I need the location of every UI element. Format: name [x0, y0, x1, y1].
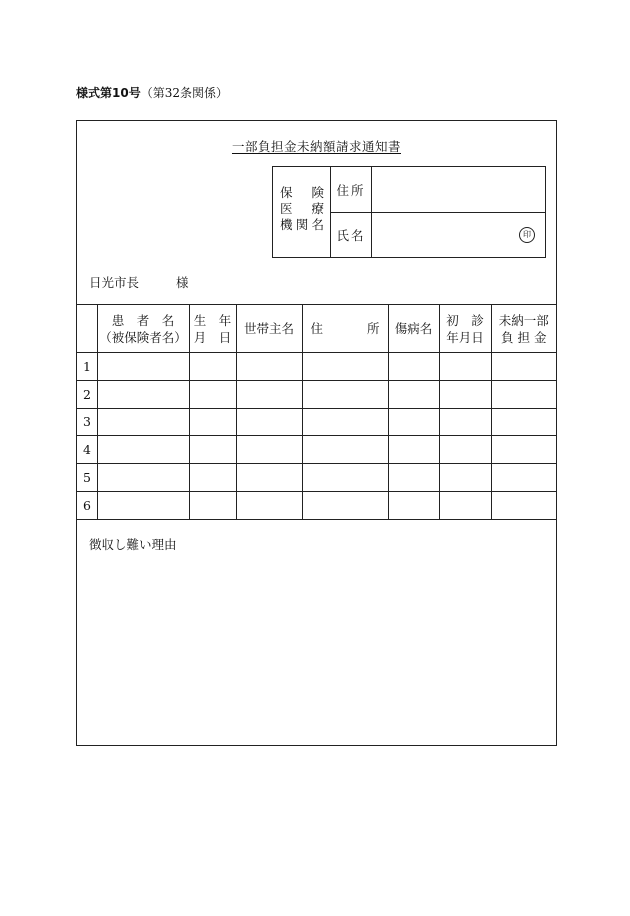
table-header-row: [77, 305, 556, 353]
insurer-heading-line-1: 保 険: [280, 185, 324, 200]
row-number: 1: [77, 353, 97, 381]
insurer-address-label: 住所: [331, 167, 372, 212]
unpaid-cell[interactable]: [491, 353, 556, 381]
insurer-heading-line-3: 機 関 名: [280, 217, 324, 232]
insurer-address-row: [331, 167, 545, 213]
householder-cell[interactable]: [236, 464, 302, 492]
first-visit-cell[interactable]: [439, 380, 491, 408]
table-row: [77, 491, 556, 519]
reason-label: 徴収し難い理由: [89, 537, 177, 552]
disease-cell[interactable]: [388, 464, 439, 492]
patient-cell[interactable]: [97, 353, 189, 381]
form-number-label: [76, 84, 228, 101]
disease-cell[interactable]: [388, 491, 439, 519]
first-visit-cell[interactable]: [439, 353, 491, 381]
row-number: 3: [77, 408, 97, 436]
header-unpaid-amount: 未納一部 負 担 金: [491, 305, 556, 353]
disease-cell[interactable]: [388, 408, 439, 436]
insurer-heading: [273, 167, 331, 257]
row-number: 6: [77, 491, 97, 519]
householder-cell[interactable]: [236, 408, 302, 436]
table-row: [77, 408, 556, 436]
document-title: [77, 137, 556, 155]
insurer-name-row: [331, 212, 545, 257]
address-cell[interactable]: [302, 408, 388, 436]
unpaid-cell[interactable]: [491, 491, 556, 519]
first-visit-cell[interactable]: [439, 408, 491, 436]
form-number: 様式第10号: [76, 86, 141, 100]
header-householder: 世帯主名: [236, 305, 302, 353]
form-frame: [76, 120, 557, 746]
patient-cell[interactable]: [97, 491, 189, 519]
patient-cell[interactable]: [97, 380, 189, 408]
header-row-number: [77, 305, 97, 353]
table-row: [77, 380, 556, 408]
address-cell[interactable]: [302, 491, 388, 519]
unpaid-cell[interactable]: [491, 380, 556, 408]
insurer-heading-line-2: 医 療: [280, 201, 324, 216]
seal-mark: 印: [519, 227, 535, 243]
addressee: [89, 273, 189, 291]
insurer-box: [272, 166, 546, 258]
header-patient: 患 者 名 （被保険者名）: [97, 305, 189, 353]
householder-cell[interactable]: [236, 380, 302, 408]
first-visit-cell[interactable]: [439, 436, 491, 464]
address-cell[interactable]: [302, 436, 388, 464]
birth-cell[interactable]: [189, 464, 236, 492]
insurer-name-label: 氏名: [331, 212, 372, 257]
addressee-honorific: 様: [176, 275, 189, 290]
householder-cell[interactable]: [236, 436, 302, 464]
row-number: 2: [77, 380, 97, 408]
first-visit-cell[interactable]: [439, 491, 491, 519]
unpaid-cell[interactable]: [491, 436, 556, 464]
birth-cell[interactable]: [189, 408, 236, 436]
disease-cell[interactable]: [388, 353, 439, 381]
patient-cell[interactable]: [97, 436, 189, 464]
claims-table: [77, 304, 556, 520]
patient-cell[interactable]: [97, 464, 189, 492]
unpaid-cell[interactable]: [491, 408, 556, 436]
row-number: 4: [77, 436, 97, 464]
header-birth-date: 生 年 月 日: [189, 305, 236, 353]
householder-cell[interactable]: [236, 353, 302, 381]
disease-cell[interactable]: [388, 380, 439, 408]
address-cell[interactable]: [302, 380, 388, 408]
header-first-visit: 初 診 年月日: [439, 305, 491, 353]
document-title-text: 一部負担金未納額請求通知書: [231, 139, 401, 154]
addressee-name: 日光市長: [89, 275, 140, 290]
table-row: [77, 464, 556, 492]
header-address: 住 所: [302, 305, 388, 353]
table-row: [77, 353, 556, 381]
table-row: [77, 436, 556, 464]
address-cell[interactable]: [302, 464, 388, 492]
header-disease: 傷病名: [388, 305, 439, 353]
birth-cell[interactable]: [189, 491, 236, 519]
address-cell[interactable]: [302, 353, 388, 381]
birth-cell[interactable]: [189, 436, 236, 464]
disease-cell[interactable]: [388, 436, 439, 464]
householder-cell[interactable]: [236, 491, 302, 519]
form-article: （第32条関係）: [140, 86, 228, 100]
patient-cell[interactable]: [97, 408, 189, 436]
first-visit-cell[interactable]: [439, 464, 491, 492]
row-number: 5: [77, 464, 97, 492]
birth-cell[interactable]: [189, 353, 236, 381]
birth-cell[interactable]: [189, 380, 236, 408]
unpaid-cell[interactable]: [491, 464, 556, 492]
